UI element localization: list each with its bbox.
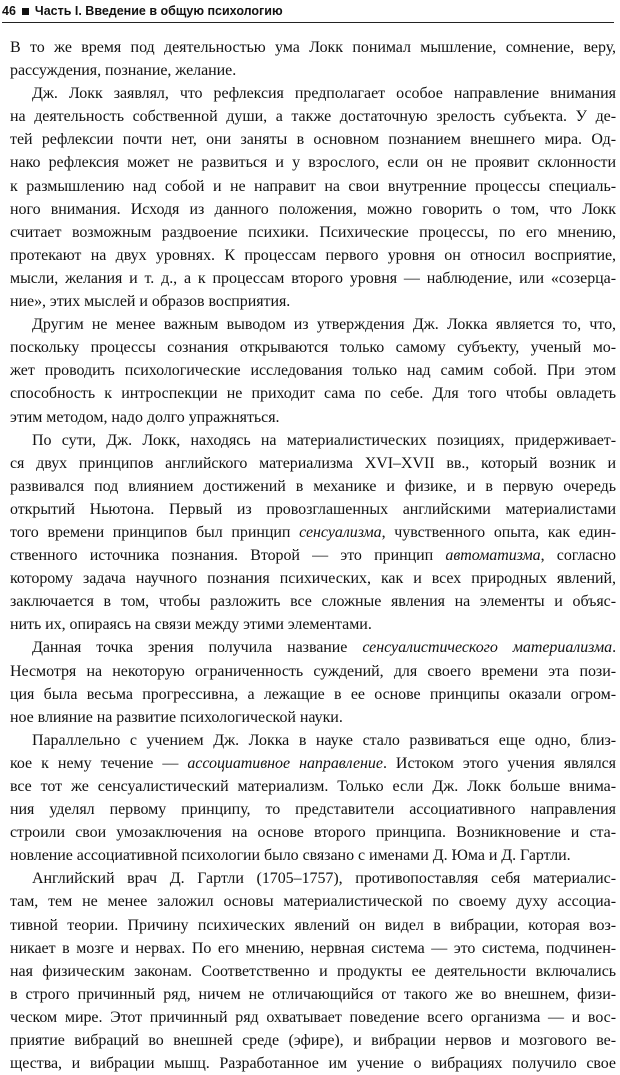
text-line — [10, 290, 616, 313]
text-line — [10, 267, 616, 290]
text-line — [10, 151, 616, 174]
text-run: никает в мозге и нервах. По его мнению, нервная система — это система, подчинен- — [10, 939, 616, 957]
body-text — [10, 36, 616, 1075]
text-run: По сути, Дж. Локк, находясь на материалистических позициях, придерживает- — [32, 431, 616, 449]
paragraph — [10, 36, 616, 82]
paragraph — [10, 867, 616, 1075]
text-line — [10, 313, 616, 336]
text-line — [10, 1029, 616, 1052]
text-line — [10, 359, 616, 382]
paragraph — [10, 429, 616, 637]
text-run: мысли, желания и т. д., а к процессам второго уровня — наблюдение, или «созерца- — [10, 269, 616, 287]
text-run: , согласно — [540, 547, 616, 565]
text-line — [10, 406, 616, 429]
text-line — [10, 867, 616, 890]
paragraph — [10, 313, 616, 428]
italic-term: сенсуализма — [299, 523, 382, 541]
text-run: . — [612, 639, 617, 657]
text-line — [10, 752, 616, 775]
text-run: новление ассоциативной психологии было связано с именами Д. Юма и Д. Гартли. — [10, 847, 571, 865]
page-number: 46 — [2, 4, 16, 18]
text-line — [10, 198, 616, 221]
text-line — [10, 175, 616, 198]
text-line — [10, 567, 616, 590]
text-run: ного внимания. Исходя из данного положения, можно говорить о том, что Локк — [10, 200, 616, 218]
text-line — [10, 983, 616, 1006]
text-run: Другим не менее важным выводом из утверждения Дж. Локка является то, что, — [32, 316, 616, 334]
text-run: В то же время под деятельностью ума Локк понимал мышление, сомнение, веру, — [10, 39, 616, 56]
text-line — [10, 498, 616, 521]
text-run: ственного источника познания. Второй — это принцип — [10, 547, 446, 565]
text-run: тей рефлексии почти нет, они заняты в основном познанием внешнего мира. Од- — [10, 131, 616, 149]
text-line — [10, 105, 616, 128]
text-line — [10, 613, 616, 636]
text-run: на деятельность собственной души, а также достаточную зрелость субъекта. У де- — [10, 108, 616, 126]
text-run: ческом мире. Этот причинный ряд охватывает поведение всего организма — и вос- — [10, 1008, 616, 1026]
italic-term: автоматизма — [445, 547, 541, 565]
text-run: Параллельно с учением Дж. Локка в науке стало развиваться еще одно, близ- — [32, 731, 616, 749]
text-run: заключается в том, чтобы разложить все сложные явления на элементы и объяс- — [10, 593, 616, 611]
text-line — [10, 821, 616, 844]
running-header — [2, 2, 614, 23]
text-run: Дж. Локк заявлял, что рефлексия предполагает особое направление внимания — [32, 85, 616, 103]
text-line — [10, 683, 616, 706]
text-line — [10, 82, 616, 105]
text-run: все тот же сенсуалистический материализм. Только если Дж. Локк больше внима- — [10, 778, 616, 795]
text-run: Несмотря на некоторую ограниченность суждений, для своего времени эта пози- — [10, 662, 616, 680]
italic-term: сенсуалистического материализма — [362, 639, 613, 657]
text-line — [10, 706, 616, 729]
italic-term: ассоциативное направление — [187, 754, 383, 772]
text-line — [10, 960, 616, 983]
text-line — [10, 1006, 616, 1029]
text-run: этим методом, надо долго упражняться. — [10, 408, 280, 426]
text-line — [10, 890, 616, 913]
text-line — [10, 729, 616, 752]
text-run: кое к нему течение — — [10, 754, 188, 772]
text-run: ся двух принципов английского материализма XVI–XVII вв., который возник и — [10, 454, 616, 472]
text-run: открытий Ньютона. Первый из провозглашенных английскими материалистами — [10, 500, 616, 518]
text-line — [10, 775, 616, 798]
text-run: жет проводить психологические исследования только над самим собой. При этом — [10, 362, 616, 380]
paragraph — [10, 729, 616, 868]
text-line — [10, 429, 616, 452]
text-line — [10, 452, 616, 475]
text-run: Данная точка зрения получила название — [32, 639, 363, 657]
text-run: ния уделял первому принципу, то представители ассоциативного направления — [10, 801, 616, 819]
text-line — [10, 244, 616, 267]
text-run: поскольку процессы сознания открываются только самому субъекту, ученый мо- — [10, 339, 616, 357]
text-run: к размышлению над собой и не направит на свои внутренние процессы специаль- — [10, 177, 616, 195]
text-line — [10, 914, 616, 937]
text-run: нить их, опираясь на связи между этими элементами. — [10, 616, 372, 634]
text-line — [10, 382, 616, 405]
text-run: ние», этих мыслей и образов восприятия. — [10, 293, 291, 311]
text-line — [10, 544, 616, 567]
text-line — [10, 937, 616, 960]
text-line — [10, 521, 616, 544]
paragraph — [10, 636, 616, 728]
text-run: нако рефлексия может не развиться и у взрослого, если он не проявит склонности — [10, 154, 616, 172]
text-run: ная физическим законам. Соответственно и продукты ее деятельности включались — [10, 962, 616, 980]
text-line — [10, 1052, 616, 1075]
text-run: там, тем не менее заложил основы материалистической по своему духу ассоциа- — [10, 893, 616, 911]
text-line — [10, 128, 616, 151]
text-run: способность к интроспекции не приходит сама по себе. Для того чтобы овладеть — [10, 385, 616, 403]
text-run: того времени принципов был принцип — [10, 523, 300, 541]
text-run: которому задача научного познания психических, как и всех природных явлений, — [10, 570, 616, 588]
text-run: ное влияние на развитие психологической науки. — [10, 708, 343, 726]
square-bullet-icon — [22, 8, 29, 15]
text-line — [10, 36, 616, 59]
text-run: , чувственного опыта, как един- — [381, 523, 616, 541]
text-line — [10, 59, 616, 82]
paragraph — [10, 82, 616, 313]
text-line — [10, 590, 616, 613]
text-run: протекают на двух уровнях. К процессам первого уровня он относил восприятие, — [10, 246, 616, 264]
text-line — [10, 636, 616, 659]
text-run: . Истоком этого учения являлся — [382, 754, 616, 772]
text-line — [10, 336, 616, 359]
text-run: ция была весьма прогрессивна, а лежащие в ее основе принципы оказали огром- — [10, 685, 616, 703]
text-run: строили свои умозаключения на основе второго принципа. Возникновение и ста- — [10, 824, 616, 842]
text-run: приятие вибраций во внешней среде (эфире), и вибрации нервов и мозгового ве- — [10, 1032, 616, 1050]
section-title: Часть I. Введение в общую психологию — [34, 4, 283, 18]
text-run: развивался под влиянием достижений в механике и физике, и в первую очередь — [10, 477, 616, 495]
text-line — [10, 221, 616, 244]
text-run: тивной теории. Причину психических явлений он видел в вибрации, которая воз- — [10, 916, 616, 934]
text-line — [10, 798, 616, 821]
text-line — [10, 475, 616, 498]
text-run: рассуждения, познание, желание. — [10, 62, 237, 80]
text-run: считает возможным раздвоение психики. Психические процессы, по его мнению, — [10, 223, 616, 241]
text-line — [10, 844, 616, 867]
text-run: Английский врач Д. Гартли (1705–1757), противопоставляя себя материалис- — [32, 870, 616, 888]
text-run: щества, и вибрации мышц. Разработанное им учение о вибрациях получило свое — [10, 1055, 616, 1073]
text-line — [10, 660, 616, 683]
text-run: в строго причинный ряд, ничем не отличающийся от такого же во внешнем, физи- — [10, 985, 616, 1003]
